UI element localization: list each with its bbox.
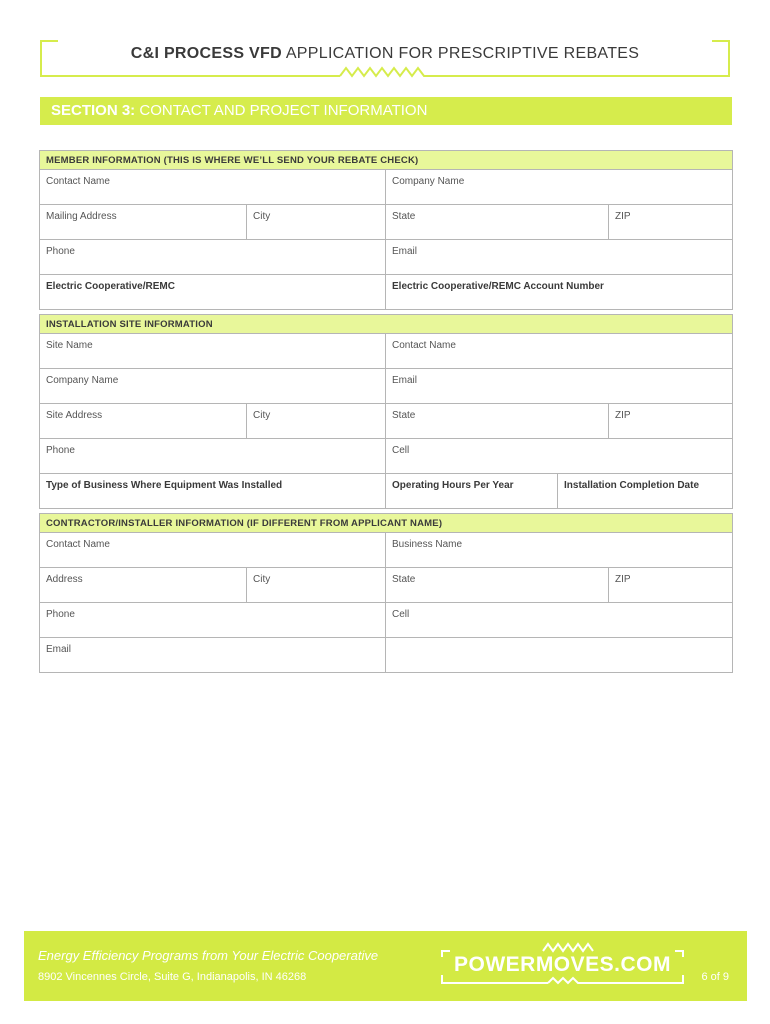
member-city-field[interactable]: City <box>247 205 386 240</box>
site-zip-field[interactable]: ZIP <box>609 404 733 439</box>
section-title <box>51 102 427 119</box>
contractor-info-table <box>39 513 733 673</box>
document-title <box>40 45 730 63</box>
site-name-field[interactable]: Site Name <box>40 334 386 369</box>
contractor-blank-field <box>386 638 733 673</box>
site-address-field[interactable]: Site Address <box>40 404 247 439</box>
site-city-field[interactable]: City <box>247 404 386 439</box>
site-company-name-field[interactable]: Company Name <box>40 369 386 404</box>
member-company-name-field[interactable]: Company Name <box>386 170 733 205</box>
member-coop-field[interactable]: Electric Cooperative/REMC <box>40 275 386 310</box>
site-state-field[interactable]: State <box>386 404 609 439</box>
footer-tagline: Energy Efficiency Programs from Your Electric Cooperative <box>38 948 379 963</box>
title-rest: APPLICATION FOR PRESCRIPTIVE REBATES <box>285 45 640 62</box>
member-info-table <box>39 150 733 310</box>
section-bar <box>40 97 732 125</box>
site-info-table <box>39 314 733 509</box>
member-mailing-address-field[interactable]: Mailing Address <box>40 205 247 240</box>
site-contact-name-field[interactable]: Contact Name <box>386 334 733 369</box>
powermoves-logo <box>440 941 685 993</box>
member-email-field[interactable]: Email <box>386 240 733 275</box>
contractor-contact-name-field[interactable]: Contact Name <box>40 533 386 568</box>
contractor-address-field[interactable]: Address <box>40 568 247 603</box>
contractor-email-field[interactable]: Email <box>40 638 386 673</box>
contractor-city-field[interactable]: City <box>247 568 386 603</box>
site-cell-field[interactable]: Cell <box>386 439 733 474</box>
contractor-phone-field[interactable]: Phone <box>40 603 386 638</box>
contractor-state-field[interactable]: State <box>386 568 609 603</box>
site-phone-field[interactable]: Phone <box>40 439 386 474</box>
member-zip-field[interactable]: ZIP <box>609 205 733 240</box>
member-heading: MEMBER INFORMATION (THIS IS WHERE WE’LL SEND YOUR REBATE CHECK) <box>40 151 733 170</box>
site-completion-date-field[interactable]: Installation Completion Date <box>558 474 733 509</box>
contractor-heading: CONTRACTOR/INSTALLER INFORMATION (IF DIFFERENT FROM APPLICANT NAME) <box>40 514 733 533</box>
member-coop-account-field[interactable]: Electric Cooperative/REMC Account Number <box>386 275 733 310</box>
page-number: 6 of 9 <box>701 971 729 983</box>
member-state-field[interactable]: State <box>386 205 609 240</box>
member-contact-name-field[interactable]: Contact Name <box>40 170 386 205</box>
footer-address: 8902 Vincennes Circle, Suite G, Indianapolis, IN 46268 <box>38 971 307 983</box>
site-email-field[interactable]: Email <box>386 369 733 404</box>
title-bold: C&I PROCESS VFD <box>130 45 282 62</box>
brand-name[interactable]: POWERMOVES.COM <box>453 953 671 976</box>
footer-band <box>24 931 747 1001</box>
contractor-cell-field[interactable]: Cell <box>386 603 733 638</box>
contractor-business-name-field[interactable]: Business Name <box>386 533 733 568</box>
member-phone-field[interactable]: Phone <box>40 240 386 275</box>
section-label: SECTION 3: <box>51 102 136 119</box>
site-operating-hours-field[interactable]: Operating Hours Per Year <box>386 474 558 509</box>
section-label-rest: CONTACT AND PROJECT INFORMATION <box>139 102 428 119</box>
contractor-zip-field[interactable]: ZIP <box>609 568 733 603</box>
site-heading: INSTALLATION SITE INFORMATION <box>40 315 733 334</box>
site-business-type-field[interactable]: Type of Business Where Equipment Was Installed <box>40 474 386 509</box>
